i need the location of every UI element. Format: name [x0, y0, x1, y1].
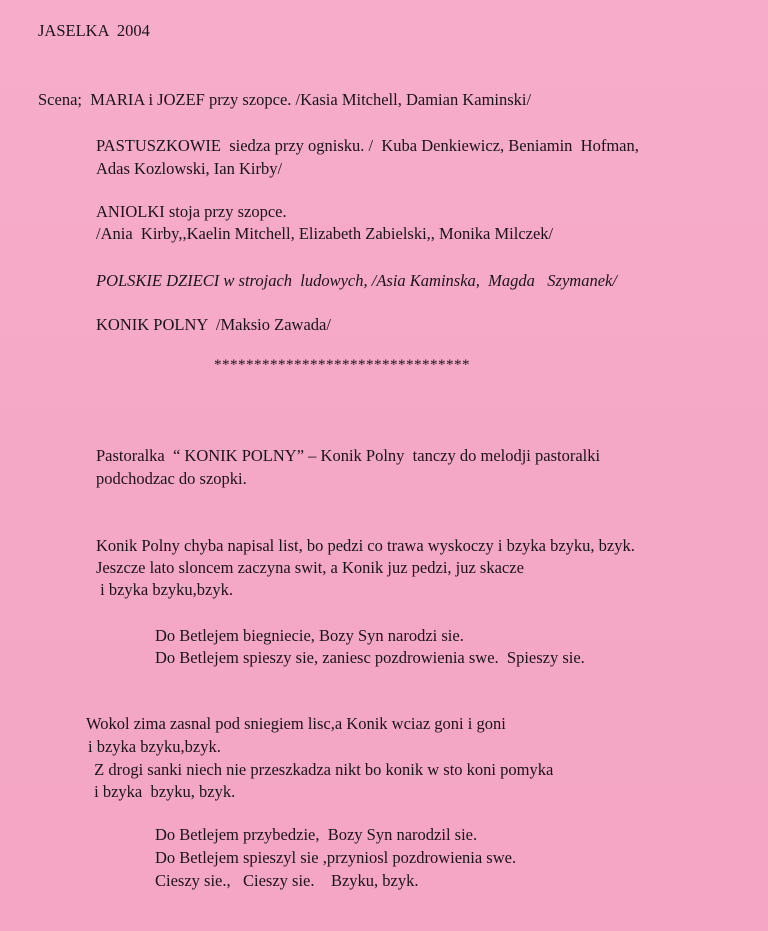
grasshopper-cast-line: KONIK POLNY /Maksio Zawada/	[96, 315, 331, 334]
verse2-line-3: Z drogi sanki niech nie przeszkadza nikt bo konik w sto koni pomyka	[90, 760, 554, 779]
scene-line: Scena; MARIA i JOZEF przy szopce. /Kasia Mitchell, Damian Kaminski/	[38, 90, 532, 109]
chorus1-line-2: Do Betlejem spieszy sie, zaniesc pozdrowienia swe. Spieszy sie.	[155, 648, 585, 667]
chorus2-line-2: Do Betlejem spieszyl sie ,przyniosl pozdrowienia swe.	[155, 848, 517, 867]
shepherds-line-1: PASTUSZKOWIE siedza przy ognisku. / Kuba Denkiewicz, Beniamin Hofman,	[96, 136, 639, 155]
shepherds-line-2: Adas Kozlowski, Ian Kirby/	[96, 159, 283, 178]
angels-line-1: ANIOLKI stoja przy szopce.	[96, 202, 287, 221]
angels-line-2: /Ania Kirby,,Kaelin Mitchell, Elizabeth Zabielski,, Monika Milczek/	[96, 224, 554, 243]
chorus1-line-1: Do Betlejem biegniecie, Bozy Syn narodzi sie.	[155, 626, 464, 645]
polish-children-line	[96, 271, 617, 291]
document-header: JASELKA 2004	[38, 21, 150, 40]
intro-line-1: Pastoralka “ KONIK POLNY” – Konik Polny tanczy do melodji pastoralki	[96, 446, 601, 465]
verse1-line-3: i bzyka bzyku,bzyk.	[96, 580, 234, 599]
verse2-line-1: Wokol zima zasnal pod sniegiem lisc,a Konik wciaz goni i goni	[86, 714, 506, 733]
intro-line-2: podchodzac do szopki.	[96, 469, 247, 488]
separator-stars: ********************************	[214, 357, 470, 373]
chorus2-line-1: Do Betlejem przybedzie, Bozy Syn narodzil sie.	[155, 825, 478, 844]
verse2-line-2: i bzyka bzyku,bzyk.	[88, 737, 221, 756]
polish-children-text: POLSKIE DZIECI w strojach ludowych, /Asia Kaminska, Magda Szymanek/	[96, 271, 617, 290]
verse1-line-2: Jeszcze lato sloncem zaczyna swit, a Konik juz pedzi, juz skacze	[96, 558, 524, 577]
chorus2-line-3: Cieszy sie., Cieszy sie. Bzyku, bzyk.	[155, 871, 419, 890]
verse1-line-1: Konik Polny chyba napisal list, bo pedzi co trawa wyskoczy i bzyka bzyku, bzyk.	[96, 536, 635, 555]
verse2-line-4: i bzyka bzyku, bzyk.	[90, 782, 236, 801]
